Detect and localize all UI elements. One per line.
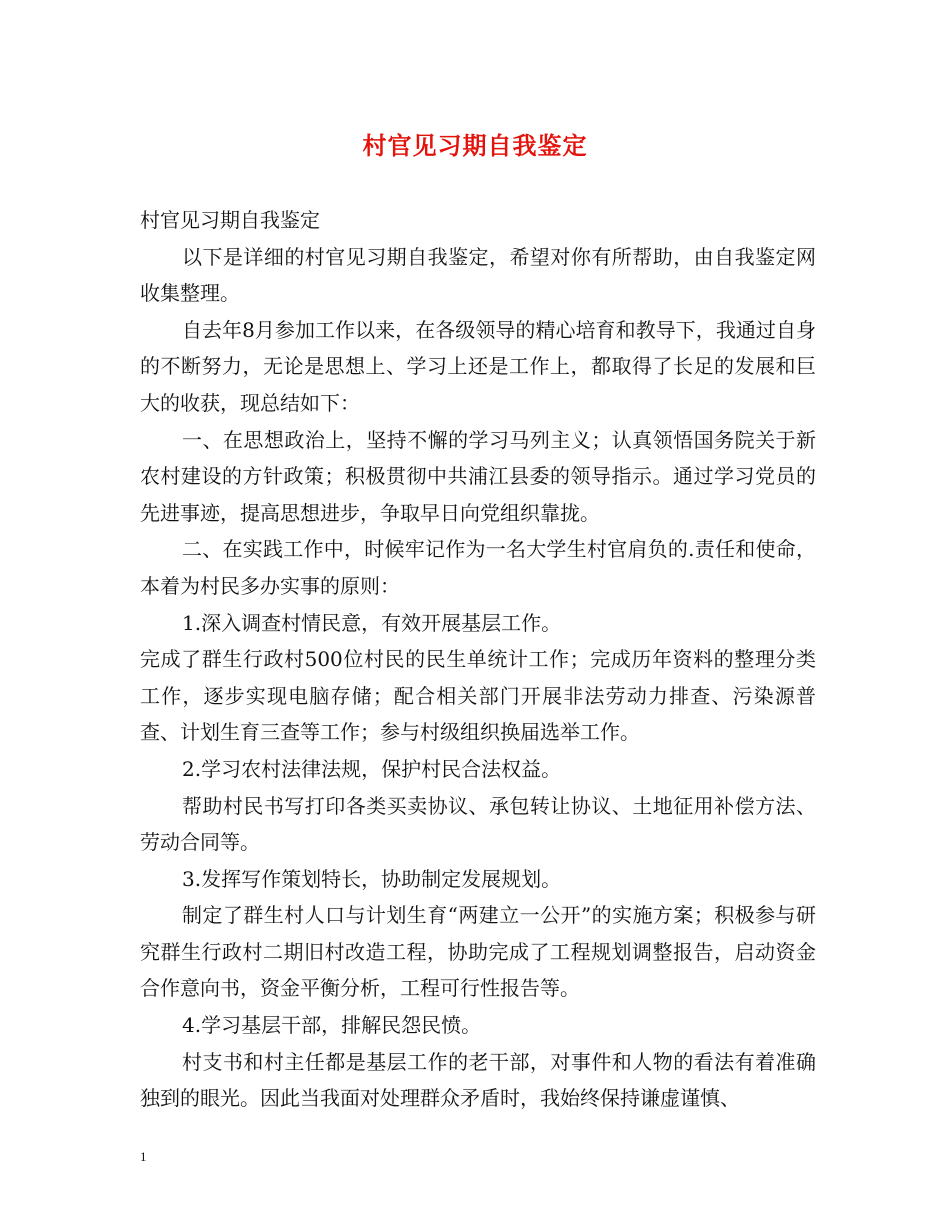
document-body bbox=[140, 202, 816, 1117]
document-title: 村官见习期自我鉴定 bbox=[362, 131, 588, 160]
paragraph-heading: 村官见习期自我鉴定 bbox=[140, 208, 320, 232]
paragraph-political: 一、在思想政治上，坚持不懈的学习马列主义；认真领悟国务院关于新农村建设的方针政策；积极贯彻中共浦江县委的领导指示。通过学习党员的先进事迹，提高思想进步，争取早日向党组织靠拢。 bbox=[140, 427, 816, 525]
paragraph-item-4-body: 村支书和村主任都是基层工作的老干部，对事件和人物的看法有着准确独到的眼光。因此当我面对处理群众矛盾时，我始终保持谦虚谨慎、 bbox=[140, 1049, 816, 1111]
paragraph-summary: 自去年8月参加工作以来，在各级领导的精心培育和教导下，我通过自身的不断努力，无论是思想上、学习上还是工作上，都取得了长足的发展和巨大的收获，现总结如下： bbox=[140, 317, 816, 415]
paragraph-item-3-heading: 3.发挥写作策划特长，协助制定发展规划。 bbox=[182, 866, 562, 891]
paragraph-item-2-heading: 2.学习农村法律法规，保护村民合法权益。 bbox=[182, 756, 562, 781]
page-number: 1 bbox=[140, 1149, 147, 1164]
paragraph-item-4-heading: 4.学习基层干部，排解民怨民愤。 bbox=[182, 1013, 482, 1038]
paragraph-item-3-body: 制定了群生村人口与计划生育“两建立一公开”的实施方案；积极参与研究群生行政村二期旧村改造工程，协助完成了工程规划调整报告，启动资金合作意向书，资金平衡分析，工程可行性报告等。 bbox=[140, 903, 816, 1001]
paragraph-practice: 二、在实践工作中，时候牢记作为一名大学生村官肩负的.责任和使命，本着为村民多办实事的原则： bbox=[140, 537, 816, 598]
paragraph-intro: 以下是详细的村官见习期自我鉴定，希望对你有所帮助，由自我鉴定网收集整理。 bbox=[140, 244, 816, 306]
paragraph-item-2-body: 帮助村民书写打印各类买卖协议、承包转让协议、土地征用补偿方法、劳动合同等。 bbox=[140, 793, 816, 855]
paragraph-item-1-body: 完成了群生行政村500位村民的民生单统计工作；完成历年资料的整理分类工作，逐步实现电脑存储；配合相关部门开展非法劳动力排查、污染源普查、计划生育三查等工作；参与村级组织换届选举工作。 bbox=[140, 647, 816, 745]
paragraph-item-1-heading: 1.深入调查村情民意，有效开展基层工作。 bbox=[182, 610, 562, 635]
